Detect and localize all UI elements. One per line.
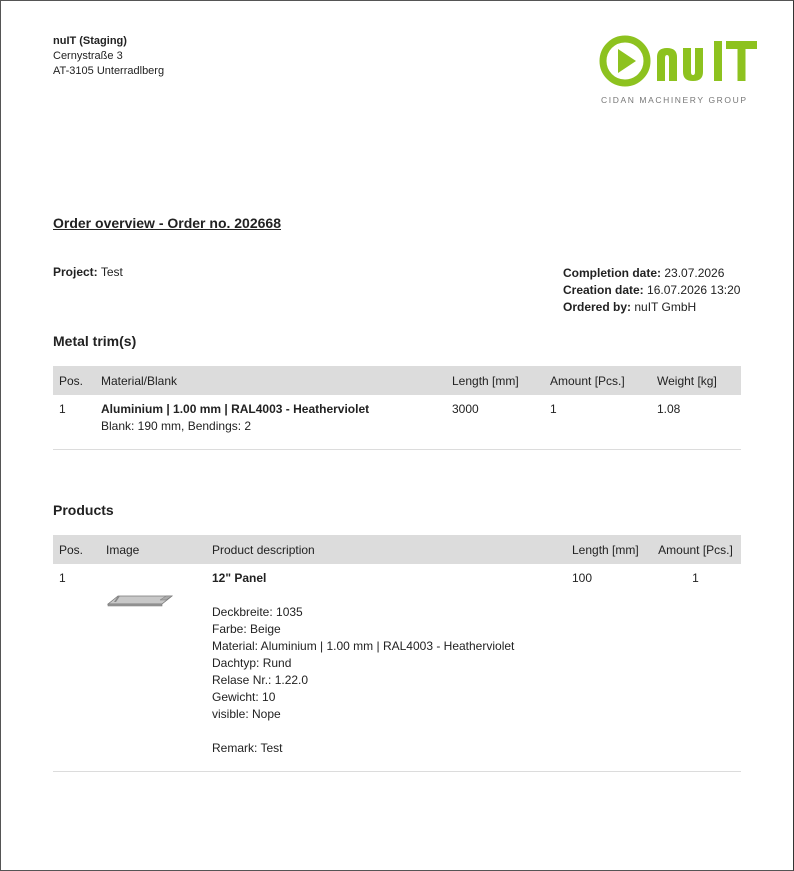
completion-label: Completion date: bbox=[563, 266, 661, 280]
col-length: Length [mm] bbox=[446, 366, 544, 395]
table-row bbox=[53, 564, 741, 757]
col-material: Material/Blank bbox=[95, 366, 446, 395]
cell-image bbox=[100, 564, 206, 757]
products-heading: Products bbox=[53, 502, 114, 518]
project-label: Project: bbox=[53, 265, 98, 279]
col-pos: Pos. bbox=[53, 366, 95, 395]
project-info bbox=[53, 265, 123, 279]
page-title: Order overview - Order no. 202668 bbox=[53, 215, 281, 231]
metal-trims-heading: Metal trim(s) bbox=[53, 333, 137, 349]
completion-value: 23.07.2026 bbox=[664, 266, 725, 280]
nuit-logo-icon bbox=[599, 31, 759, 91]
product-detail: visible: Nope bbox=[212, 707, 281, 721]
cell-length: 3000 bbox=[452, 402, 479, 416]
table-header-row bbox=[53, 366, 741, 395]
material-name: Aluminium | 1.00 mm | RAL4003 - Heatherviolet bbox=[101, 402, 370, 416]
completion-date bbox=[563, 265, 740, 282]
project-value: Test bbox=[100, 265, 123, 279]
cell-description bbox=[206, 564, 566, 757]
products-table bbox=[53, 535, 741, 757]
col-weight: Weight [kg] bbox=[651, 366, 741, 395]
table-divider bbox=[53, 771, 741, 772]
table-header-row bbox=[53, 535, 741, 564]
ordered-by bbox=[563, 299, 740, 316]
panel-profile-icon bbox=[106, 584, 176, 610]
table-row bbox=[53, 395, 741, 435]
product-name: 12" Panel bbox=[212, 571, 267, 585]
sender-city: AT-3105 Unterradlberg bbox=[53, 65, 165, 77]
col-description: Product description bbox=[206, 535, 566, 564]
product-detail: Dachtyp: Rund bbox=[212, 656, 292, 670]
table-divider bbox=[53, 449, 741, 450]
sender-name: nuIT (Staging) bbox=[53, 35, 127, 47]
cell-pos: 1 bbox=[59, 571, 66, 585]
product-detail: Gewicht: 10 bbox=[212, 690, 276, 704]
ordered-label: Ordered by: bbox=[563, 300, 632, 314]
cell-amount: 1 bbox=[550, 402, 557, 416]
metal-trims-table bbox=[53, 366, 741, 435]
ordered-value: nuIT GmbH bbox=[634, 300, 697, 314]
sender-address bbox=[53, 34, 164, 79]
product-remark: Remark: Test bbox=[212, 741, 283, 755]
col-length: Length [mm] bbox=[566, 535, 650, 564]
col-amount: Amount [Pcs.] bbox=[650, 535, 741, 564]
product-detail: Deckbreite: 1035 bbox=[212, 605, 303, 619]
product-detail: Relase Nr.: 1.22.0 bbox=[212, 673, 309, 687]
order-meta bbox=[563, 265, 740, 316]
sender-street: Cernystraße 3 bbox=[53, 50, 123, 62]
logo-tagline: CIDAN MACHINERY GROUP bbox=[601, 95, 748, 105]
cell-material bbox=[95, 395, 446, 435]
cell-amount: 1 bbox=[692, 571, 699, 585]
col-image: Image bbox=[100, 535, 206, 564]
product-detail: Farbe: Beige bbox=[212, 622, 281, 636]
creation-date bbox=[563, 282, 740, 299]
col-amount: Amount [Pcs.] bbox=[544, 366, 651, 395]
cell-weight: 1.08 bbox=[657, 402, 681, 416]
cell-pos: 1 bbox=[59, 402, 66, 416]
cell-length: 100 bbox=[572, 571, 593, 585]
product-detail: Material: Aluminium | 1.00 mm | RAL4003 - Heatherviolet bbox=[212, 639, 515, 653]
col-pos: Pos. bbox=[53, 535, 100, 564]
company-logo bbox=[599, 31, 759, 111]
creation-label: Creation date: bbox=[563, 283, 644, 297]
blank-info: Blank: 190 mm, Bendings: 2 bbox=[101, 419, 252, 433]
creation-value: 16.07.2026 13:20 bbox=[647, 283, 741, 297]
